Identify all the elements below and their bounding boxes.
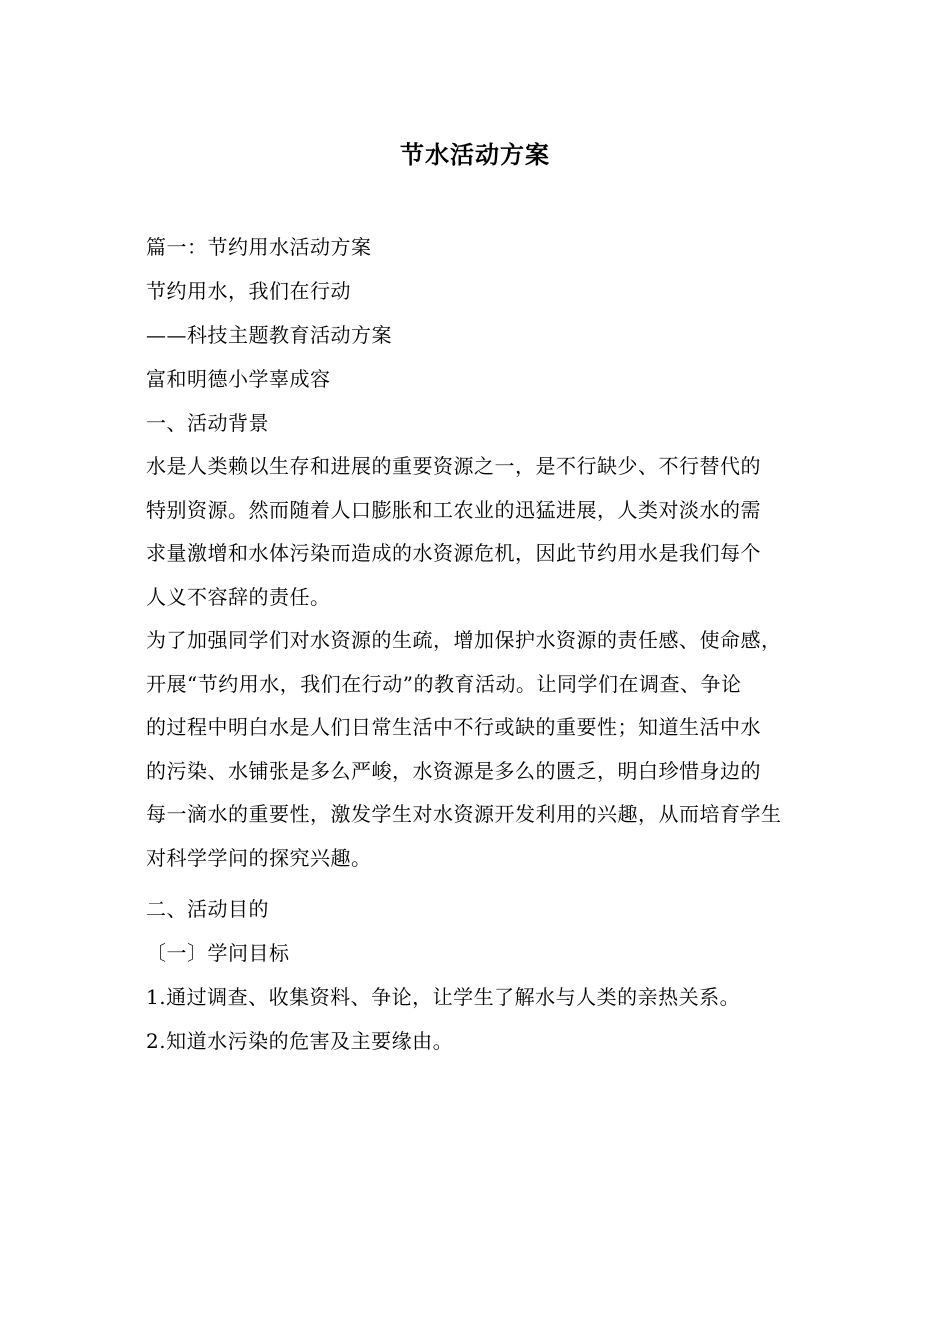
paragraph-line: 人义不容辞的责任。 xyxy=(146,584,331,609)
paragraph-line: 每一滴水的重要性，激发学生对水资源开发利用的兴趣，从而培育学生 xyxy=(146,802,782,826)
paragraph-line: 水是人类赖以生存和进展的重要资源之一，是不行缺少、不行替代的 xyxy=(146,454,761,478)
paragraph-line: 对科学学问的探究兴趣。 xyxy=(146,845,372,870)
subtitle: ——科技主题教育活动方案 xyxy=(146,323,392,347)
paragraph-line: 的过程中明白水是人们日常生活中不行或缺的重要性；知道生活中水 xyxy=(146,715,761,739)
list-item: 1.通过调查、收集资料、争论，让学生了解水与人类的亲热关系。 xyxy=(146,985,741,1009)
paragraph-line: 为了加强同学们对水资源的生疏，增加保护水资源的责任感、使命感， xyxy=(146,628,782,652)
objectives-section xyxy=(146,887,818,1063)
section-heading: 二、活动目的 xyxy=(146,897,269,921)
document-body xyxy=(146,225,818,445)
section-heading: 篇一：节约用水活动方案 xyxy=(146,235,372,259)
paragraph-line: 求量激增和水体污染而造成的水资源危机，因此节约用水是我们每个 xyxy=(146,541,761,565)
author-line: 富和明德小学辜成容 xyxy=(146,367,331,391)
section-heading: 一、活动背景 xyxy=(146,411,269,435)
document-title: 节水活动方案 xyxy=(400,141,550,169)
background-paragraphs xyxy=(146,445,818,880)
list-item: 2.知道水污染的危害及主要缘由。 xyxy=(146,1029,454,1053)
subsection-heading: 〔一〕学问目标 xyxy=(146,941,290,965)
paragraph-line: 的污染、水铺张是多么严峻，水资源是多么的匮乏，明白珍惜身边的 xyxy=(146,758,761,783)
paragraph-line: 开展“节约用水，我们在行动”的教育活动。让同学们在调查、争论 xyxy=(146,671,742,696)
paragraph-line: 特别资源。然而随着人口膨胀和工农业的迅猛进展，人类对淡水的需 xyxy=(146,497,761,522)
subtitle: 节约用水，我们在行动 xyxy=(146,279,351,303)
